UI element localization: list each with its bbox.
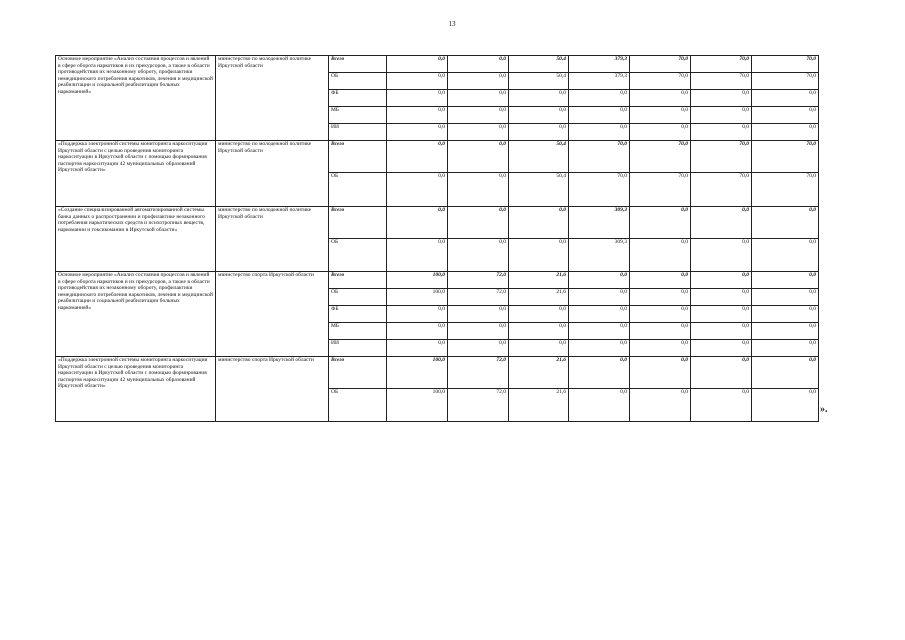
amount-cell: 72,0 — [448, 357, 509, 389]
amount-cell: 0,0 — [691, 272, 752, 289]
amount-cell: 0,0 — [387, 340, 448, 357]
amount-cell: 50,4 — [509, 141, 569, 173]
page-number: 13 — [448, 20, 456, 28]
amount-cell: 0,0 — [752, 107, 819, 124]
amount-cell: 0,0 — [691, 289, 752, 306]
amount-cell: 70,0 — [691, 56, 752, 73]
funding-source: МБ — [329, 107, 387, 124]
amount-cell: 309,3 — [569, 207, 630, 239]
amount-cell: 0,0 — [448, 90, 509, 107]
amount-cell: 0,0 — [630, 107, 691, 124]
amount-cell: 0,0 — [509, 107, 569, 124]
amount-cell: 0,0 — [630, 239, 691, 272]
amount-cell: 0,0 — [387, 323, 448, 340]
amount-cell: 21,6 — [509, 289, 569, 306]
amount-cell: 0,0 — [569, 107, 630, 124]
amount-cell: 0,0 — [752, 389, 819, 422]
amount-cell: 0,0 — [691, 107, 752, 124]
funding-source: ИИ — [329, 124, 387, 141]
amount-cell: 0,0 — [448, 141, 509, 173]
funding-source: Всего — [329, 207, 387, 239]
amount-cell: 70,0 — [630, 141, 691, 173]
amount-cell: 0,0 — [691, 90, 752, 107]
amount-cell: 70,0 — [752, 73, 819, 90]
amount-cell: 0,0 — [752, 289, 819, 306]
amount-cell: 0,0 — [752, 357, 819, 389]
amount-cell: 0,0 — [691, 357, 752, 389]
amount-cell: 70,0 — [569, 141, 630, 173]
amount-cell: 70,0 — [752, 141, 819, 173]
amount-cell: 0,0 — [630, 289, 691, 306]
amount-cell: 0,0 — [448, 340, 509, 357]
table-row — [56, 56, 819, 73]
amount-cell: 0,0 — [752, 340, 819, 357]
amount-cell: 0,0 — [509, 90, 569, 107]
table-row — [56, 272, 819, 289]
amount-cell: 0,0 — [691, 323, 752, 340]
amount-cell: 0,0 — [752, 323, 819, 340]
amount-cell: 0,0 — [752, 90, 819, 107]
funding-source: ОБ — [329, 73, 387, 90]
amount-cell: 0,0 — [387, 173, 448, 207]
amount-cell: 0,0 — [509, 124, 569, 141]
amount-cell: 0,0 — [387, 141, 448, 173]
amount-cell: 70,0 — [569, 173, 630, 207]
amount-cell: 0,0 — [509, 239, 569, 272]
amount-cell: 0,0 — [387, 239, 448, 272]
executor-name: министерство спорта Иркутской области — [216, 357, 329, 422]
amount-cell: 0,0 — [569, 357, 630, 389]
amount-cell: 0,0 — [630, 90, 691, 107]
amount-cell: 70,0 — [691, 173, 752, 207]
amount-cell: 0,0 — [691, 239, 752, 272]
funding-source: ОБ — [329, 173, 387, 207]
amount-cell: 70,0 — [630, 73, 691, 90]
closing-quote-mark: ». — [820, 404, 828, 415]
amount-cell: 0,0 — [569, 90, 630, 107]
amount-cell: 0,0 — [387, 207, 448, 239]
amount-cell: 0,0 — [509, 323, 569, 340]
amount-cell: 0,0 — [752, 207, 819, 239]
amount-cell: 0,0 — [448, 56, 509, 73]
amount-cell: 0,0 — [752, 124, 819, 141]
amount-cell: 0,0 — [387, 90, 448, 107]
funding-source: МБ — [329, 323, 387, 340]
amount-cell: 0,0 — [387, 73, 448, 90]
amount-cell: 100,0 — [387, 272, 448, 289]
amount-cell: 70,0 — [691, 141, 752, 173]
amount-cell: 0,0 — [630, 272, 691, 289]
amount-cell: 0,0 — [569, 389, 630, 422]
amount-cell: 0,0 — [387, 56, 448, 73]
funding-source: Всего — [329, 357, 387, 389]
amount-cell: 70,0 — [630, 56, 691, 73]
amount-cell: 0,0 — [569, 124, 630, 141]
amount-cell: 0,0 — [752, 239, 819, 272]
amount-cell: 21,6 — [509, 357, 569, 389]
amount-cell: 50,4 — [509, 173, 569, 207]
amount-cell: 0,0 — [387, 124, 448, 141]
event-description: «Создание специализированной автоматизированной системы банка данных о распространении и профилактике незаконного потребления наркотических средств и психотропных веществ, наркомании и токсикомании в Иркутской области» — [56, 207, 216, 272]
funding-source: ОБ — [329, 389, 387, 422]
amount-cell: 0,0 — [509, 306, 569, 323]
amount-cell: 0,0 — [448, 207, 509, 239]
amount-cell: 0,0 — [569, 272, 630, 289]
amount-cell: 379,3 — [569, 56, 630, 73]
amount-cell: 0,0 — [691, 207, 752, 239]
event-description: Основное мероприятие «Анализ состояния процессов и явлений в сфере оборота наркотиков и их прекурсоров, а также в области противодействия их незаконному обороту, профилактики немедицинского потребления наркотиков, лечения и медицинской реабилитации и социальной реабилитации больных наркоманией» — [56, 56, 216, 141]
amount-cell: 72,0 — [448, 289, 509, 306]
amount-cell: 0,0 — [630, 389, 691, 422]
amount-cell: 0,0 — [691, 340, 752, 357]
amount-cell: 0,0 — [448, 124, 509, 141]
amount-cell: 70,0 — [691, 73, 752, 90]
amount-cell: 21,6 — [509, 389, 569, 422]
amount-cell: 0,0 — [387, 107, 448, 124]
funding-source: ИИ — [329, 340, 387, 357]
amount-cell: 0,0 — [752, 306, 819, 323]
funding-source: Всего — [329, 272, 387, 289]
amount-cell: 100,0 — [387, 357, 448, 389]
amount-cell: 0,0 — [630, 306, 691, 323]
amount-cell: 0,0 — [448, 107, 509, 124]
amount-cell: 0,0 — [691, 124, 752, 141]
amount-cell: 70,0 — [752, 56, 819, 73]
executor-name: министерство по молодежной политике Иркутской области — [216, 56, 329, 141]
amount-cell: 0,0 — [448, 323, 509, 340]
executor-name: министерство по молодежной политике Иркутской области — [216, 207, 329, 272]
amount-cell: 70,0 — [752, 173, 819, 207]
funding-source: Всего — [329, 56, 387, 73]
funding-source: ОБ — [329, 289, 387, 306]
amount-cell: 0,0 — [569, 323, 630, 340]
amount-cell: 21,6 — [509, 272, 569, 289]
amount-cell: 0,0 — [691, 389, 752, 422]
event-description: «Поддержка электронной системы мониторинга наркоситуации Иркутской области с целью проведения мониторинга наркоситуации в Иркутской области с помощью формирования паспортов наркоситуации 42 муниципальных образований Иркутской области» — [56, 357, 216, 422]
table-row — [56, 357, 819, 389]
table-row — [56, 141, 819, 173]
funding-source: ФБ — [329, 306, 387, 323]
amount-cell: 0,0 — [630, 323, 691, 340]
amount-cell: 0,0 — [448, 73, 509, 90]
amount-cell: 0,0 — [569, 306, 630, 323]
amount-cell: 0,0 — [448, 306, 509, 323]
amount-cell: 100,0 — [387, 389, 448, 422]
funding-source: ОБ — [329, 239, 387, 272]
table-row — [56, 207, 819, 239]
amount-cell: 0,0 — [569, 340, 630, 357]
funding-source: ФБ — [329, 90, 387, 107]
funding-source: Всего — [329, 141, 387, 173]
executor-name: министерство спорта Иркутской области — [216, 272, 329, 357]
amount-cell: 0,0 — [630, 124, 691, 141]
amount-cell: 379,3 — [569, 73, 630, 90]
amount-cell: 0,0 — [387, 306, 448, 323]
amount-cell: 0,0 — [752, 272, 819, 289]
amount-cell: 0,0 — [509, 207, 569, 239]
amount-cell: 50,4 — [509, 56, 569, 73]
amount-cell: 70,0 — [630, 173, 691, 207]
amount-cell: 0,0 — [509, 340, 569, 357]
amount-cell: 72,0 — [448, 272, 509, 289]
amount-cell: 0,0 — [630, 357, 691, 389]
amount-cell: 0,0 — [630, 340, 691, 357]
amount-cell: 0,0 — [691, 306, 752, 323]
amount-cell: 0,0 — [630, 207, 691, 239]
amount-cell: 100,0 — [387, 289, 448, 306]
financing-table — [55, 55, 819, 422]
event-description: «Поддержка электронной системы мониторинга наркоситуации Иркутской области с целью проведения мониторинга наркоситуации в Иркутской области с помощью формирования паспортов наркоситуации 42 муниципальных образований Иркутской области» — [56, 141, 216, 207]
amount-cell: 0,0 — [448, 239, 509, 272]
amount-cell: 50,4 — [509, 73, 569, 90]
executor-name: министерство по молодежной политике Иркутской области — [216, 141, 329, 207]
amount-cell: 0,0 — [569, 289, 630, 306]
event-description: Основное мероприятие «Анализ состояния процессов и явлений в сфере оборота наркотиков и их прекурсоров, а также в области противодействия их незаконному обороту, профилактики немедицинского потребления наркотиков, лечения и медицинской реабилитации и социальной реабилитации больных наркоманией» — [56, 272, 216, 357]
amount-cell: 309,3 — [569, 239, 630, 272]
amount-cell: 0,0 — [448, 173, 509, 207]
amount-cell: 72,0 — [448, 389, 509, 422]
